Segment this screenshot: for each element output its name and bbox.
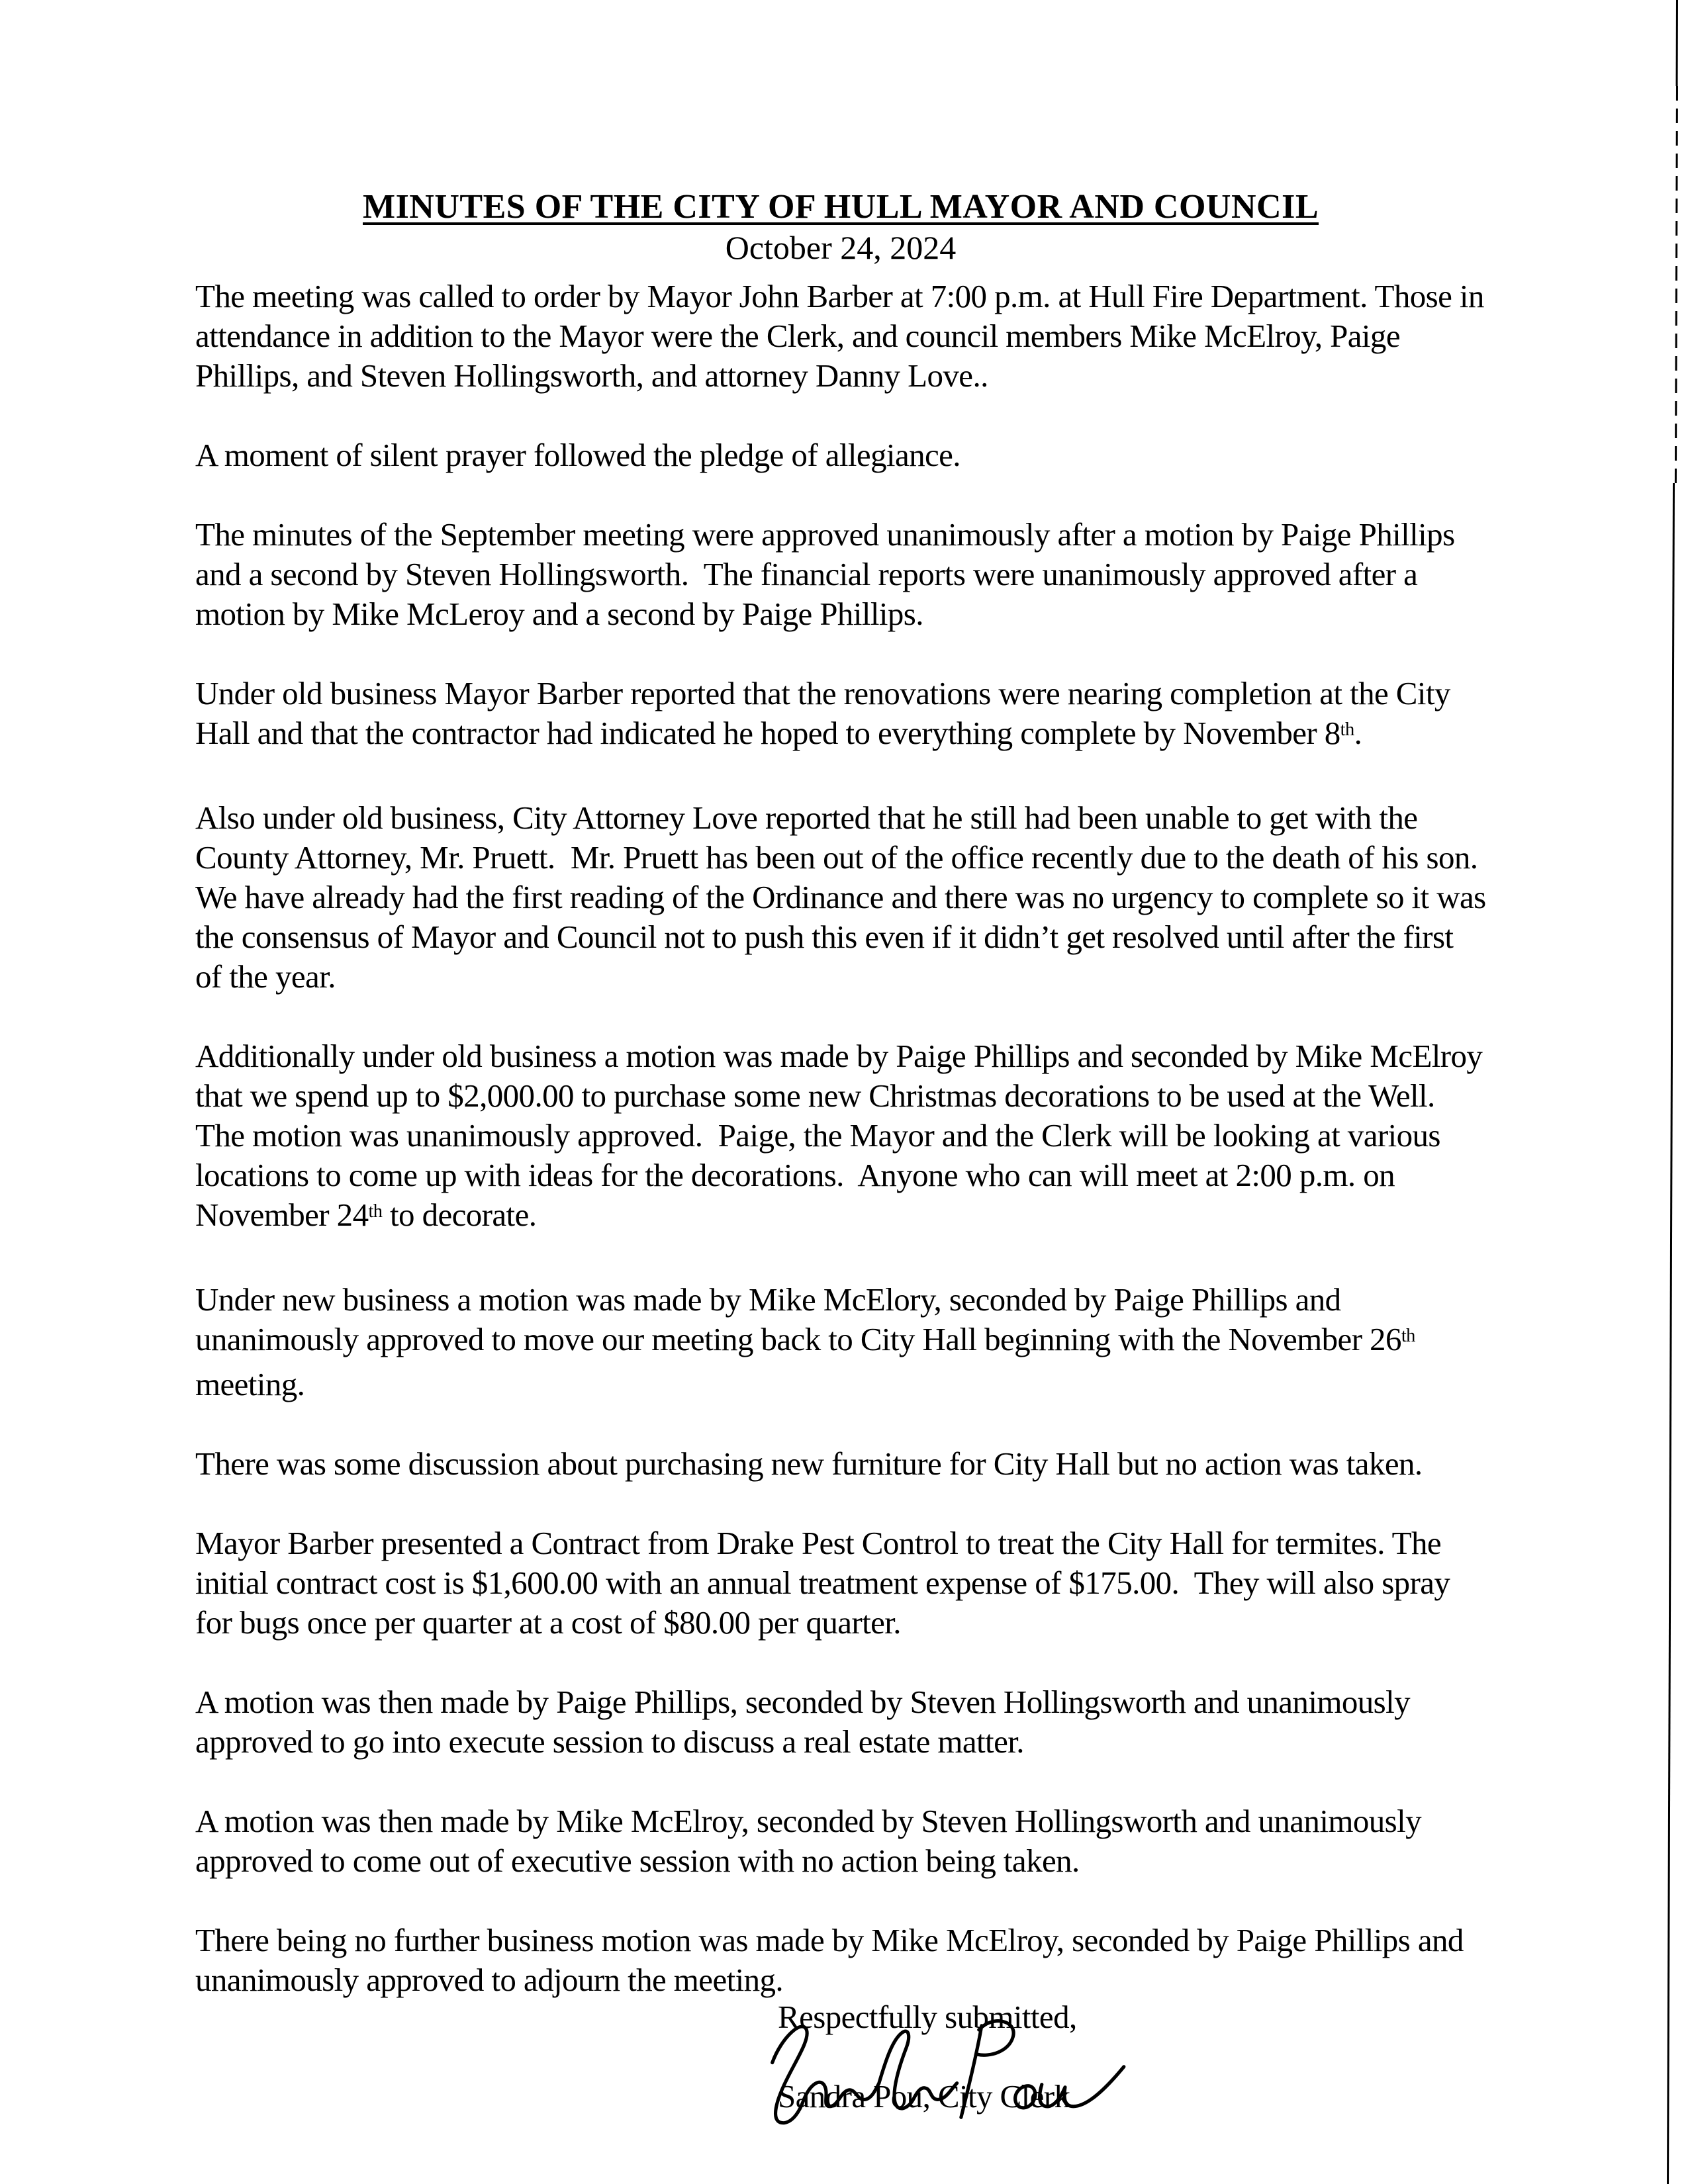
paragraph: The meeting was called to order by Mayor John Barber at 7:00 p.m. at Hull Fire Department. Those in attendance in addition to the Mayor were the Clerk, and council members Mike McElroy, Paige Phillips, and Steven Hollingsworth, and attorney Danny Love.. bbox=[195, 278, 1492, 394]
document-date: October 24, 2024 bbox=[725, 229, 957, 266]
paragraph: A motion was then made by Paige Phillips, seconded by Steven Hollingsworth and unanimously approved to go into execute session to discuss a real estate matter. bbox=[195, 1684, 1418, 1760]
paragraph: A motion was then made by Mike McElroy, seconded by Steven Hollingsworth and unanimously approved to come out of executive session with no action being taken. bbox=[195, 1803, 1429, 1879]
paragraph: Mayor Barber presented a Contract from Drake Pest Control to treat the City Hall for termites. The initial contract cost is $1,600.00 with an annual treatment expense of $175.00. They will also spray for bugs once per quarter at a cost of $80.00 per quarter. bbox=[195, 1525, 1458, 1641]
paragraph: A moment of silent prayer followed the pledge of allegiance. bbox=[195, 437, 961, 473]
paragraph: Additionally under old business a motion was made by Paige Phillips and seconded by Mike McElroy that we spend up to $2,000.00 to purchase some new Christmas decorations to be used at the Well. The motion was unanimously approved. Paige, the Mayor and the Clerk will be looking at various locations to come up with ideas for the decorations. Anyone who can will meet at 2:00 p.m. on November 24th to decorate. bbox=[195, 1038, 1490, 1233]
paragraph: The minutes of the September meeting were approved unanimously after a motion by Paige Phillips and a second by Steven Hollingsworth. The financial reports were unanimously approved after a motion by Mike McLeroy and a second by Paige Phillips. bbox=[195, 516, 1463, 632]
signature-byline: Sandra Pou, City Clerk bbox=[778, 2078, 1070, 2115]
paragraph: Also under old business, City Attorney Love reported that he still had been unable to get with the County Attorney, Mr. Pruett. Mr. Pruett has been out of the office recently due to the death of his son. We have already had the first reading of the Ordinance and there was no urgency to complete so it was the consensus of Mayor and Council not to push this even if it didn’t get resolved until after the first of the year. bbox=[195, 799, 1494, 995]
closing-block bbox=[778, 1997, 1281, 2116]
closing-salutation: Respectfully submitted, bbox=[778, 1999, 1077, 2035]
document-title: MINUTES OF THE CITY OF HULL MAYOR AND COUNCIL bbox=[362, 188, 1319, 226]
document-body bbox=[195, 187, 1494, 2040]
scan-artifact-line bbox=[1667, 483, 1675, 2184]
scan-artifact-line bbox=[1675, 86, 1678, 483]
paragraph: Under new business a motion was made by Mike McElory, seconded by Paige Phillips and unanimously approved to move our meeting back to City Hall beginning with the November 26th meeting. bbox=[195, 1281, 1423, 1402]
scan-artifact-line bbox=[1676, 0, 1678, 86]
paragraph: There was some discussion about purchasing new furniture for City Hall but no action was taken. bbox=[195, 1445, 1423, 1482]
paragraph: Under old business Mayor Barber reported that the renovations were nearing completion at the City Hall and that the contractor had indicated he hoped to everything complete by November 8th. bbox=[195, 675, 1458, 751]
paragraph: There being no further business motion was made by Mike McElroy, seconded by Paige Phillips and unanimously approved to adjourn the meeting. bbox=[195, 1922, 1472, 1998]
